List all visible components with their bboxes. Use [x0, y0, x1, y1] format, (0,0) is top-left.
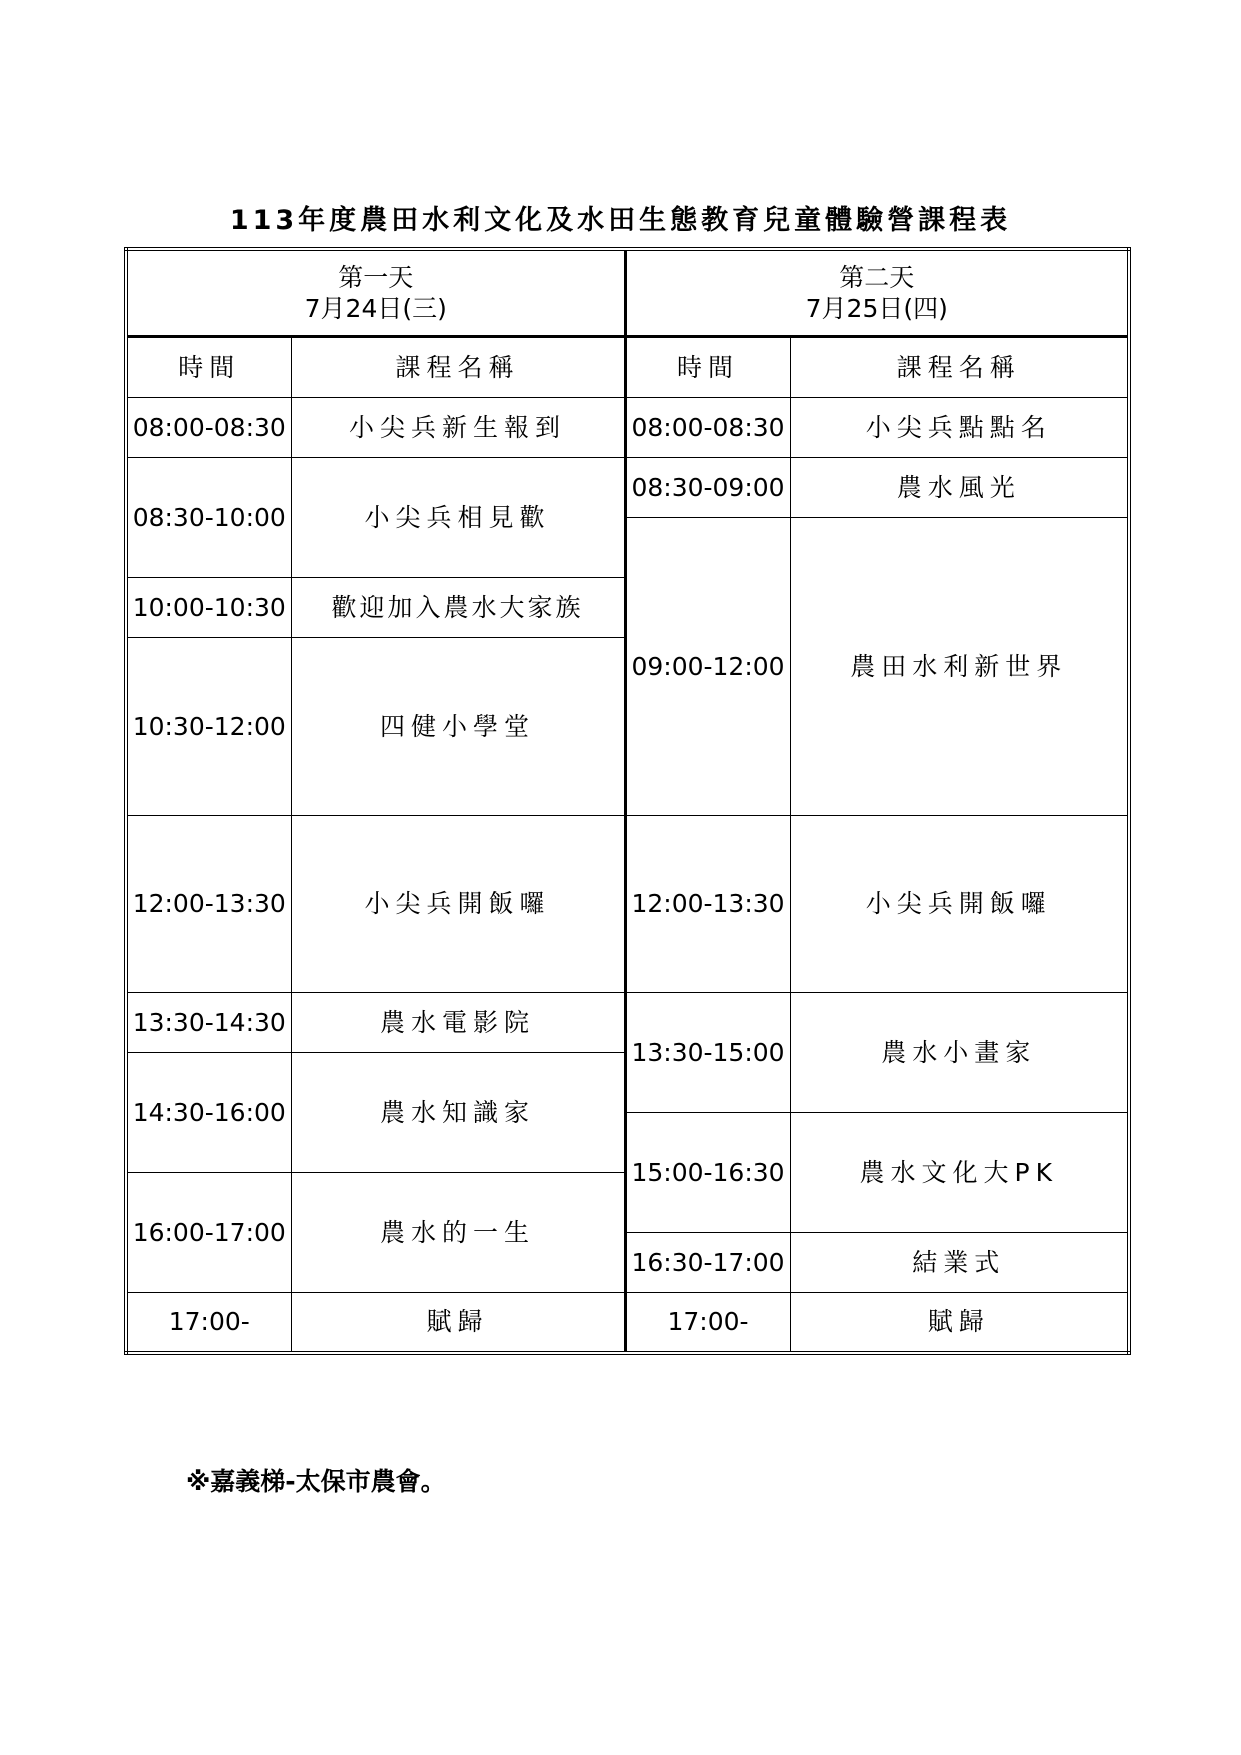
session-name: 農水風光 [790, 458, 1129, 518]
session-time: 16:30-17:00 [625, 1233, 790, 1293]
session-time: 14:30-16:00 [126, 1053, 291, 1173]
day2-time-header: 時間 [625, 337, 790, 398]
session-name: 農水知識家 [291, 1053, 625, 1173]
table-row [126, 816, 1129, 993]
session-time: 12:00-13:30 [126, 816, 291, 993]
table-row [126, 1293, 1129, 1353]
session-name: 農水的一生 [291, 1173, 625, 1293]
session-time: 17:00- [126, 1293, 291, 1353]
schedule-table [124, 247, 1131, 1355]
session-time: 13:30-14:30 [126, 993, 291, 1053]
session-name: 小尖兵相見歡 [291, 458, 625, 578]
table-row [126, 398, 1129, 458]
day1-time-header: 時間 [126, 337, 291, 398]
session-name: 結業式 [790, 1233, 1129, 1293]
session-time: 12:00-13:30 [625, 816, 790, 993]
day1-name-header: 課程名稱 [291, 337, 625, 398]
day2-label: 第二天 [839, 262, 915, 292]
session-name: 小尖兵開飯囉 [291, 816, 625, 993]
session-time: 15:00-16:30 [625, 1113, 790, 1233]
day-header-row [126, 249, 1129, 337]
session-name: 農水文化大PK [790, 1113, 1129, 1233]
session-name: 四健小學堂 [291, 638, 625, 816]
day1-header [126, 249, 625, 337]
session-name: 賦歸 [291, 1293, 625, 1353]
session-time: 16:00-17:00 [126, 1173, 291, 1293]
day1-label: 第一天 [338, 262, 414, 292]
page-title: 113年度農田水利文化及水田生態教育兒童體驗營課程表 [229, 205, 1012, 236]
day2-name-header: 課程名稱 [790, 337, 1129, 398]
footnote: ※嘉義梯-太保市農會。 [186, 1467, 446, 1496]
column-header-row [126, 337, 1129, 398]
session-time: 09:00-12:00 [625, 518, 790, 816]
session-name: 歡迎加入農水大家族 [291, 578, 625, 638]
session-time: 08:00-08:30 [625, 398, 790, 458]
session-name: 小尖兵點點名 [790, 398, 1129, 458]
day1-date: 7月24日(三) [304, 294, 447, 323]
session-name: 農田水利新世界 [790, 518, 1129, 816]
day2-header [625, 249, 1129, 337]
session-name: 小尖兵開飯囉 [790, 816, 1129, 993]
session-time: 08:30-09:00 [625, 458, 790, 518]
table-row [126, 993, 1129, 1053]
session-name: 賦歸 [790, 1293, 1129, 1353]
session-time: 08:30-10:00 [126, 458, 291, 578]
session-name: 農水小畫家 [790, 993, 1129, 1113]
session-time: 10:30-12:00 [126, 638, 291, 816]
table-row [126, 458, 1129, 518]
day2-date: 7月25日(四) [805, 294, 948, 323]
session-time: 13:30-15:00 [625, 993, 790, 1113]
session-time: 17:00- [625, 1293, 790, 1353]
session-name: 農水電影院 [291, 993, 625, 1053]
session-time: 10:00-10:30 [126, 578, 291, 638]
session-time: 08:00-08:30 [126, 398, 291, 458]
session-name: 小尖兵新生報到 [291, 398, 625, 458]
